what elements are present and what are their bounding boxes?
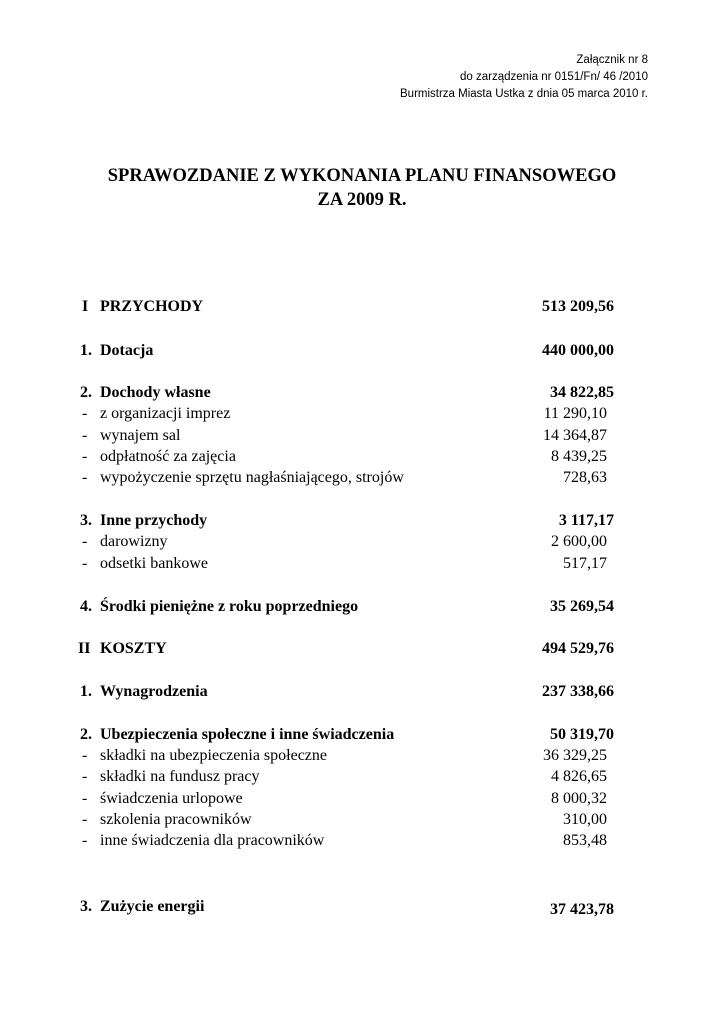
item-subsidy-row [0, 340, 724, 362]
row-label: Środki pieniężne z roku poprzedniego [100, 598, 359, 615]
row-number: II [78, 640, 91, 657]
row-bullet: - [82, 747, 88, 764]
row-amount: 310,00 [563, 811, 607, 828]
item-salaries-row [0, 681, 724, 703]
row-amount: 728,63 [563, 469, 607, 486]
row-label: wynajem sal [100, 427, 181, 444]
subitem-row [0, 553, 724, 575]
item-own-income-row [0, 382, 724, 404]
row-bullet: - [82, 555, 88, 572]
row-number: 2. [80, 384, 92, 401]
row-amount: 513 209,56 [542, 298, 614, 315]
row-bullet: - [82, 832, 88, 849]
row-number: 1. [80, 342, 92, 359]
row-amount: 8 439,25 [551, 448, 607, 465]
row-number: 4. [80, 598, 92, 615]
item-energy-row [0, 896, 724, 918]
row-number: 3. [80, 898, 92, 915]
row-label: Dotacja [100, 342, 154, 359]
row-amount: 853,48 [563, 832, 607, 849]
subitem-row [0, 467, 724, 489]
row-amount: 50 319,70 [550, 726, 614, 743]
row-bullet: - [82, 811, 88, 828]
ordinance-reference: do zarządzenia nr 0151/Fn/ 46 /2010 [460, 71, 648, 83]
title-line-2: ZA 2009 R. [317, 190, 407, 210]
subitem-row [0, 531, 724, 553]
row-label: wypożyczenie sprzętu nagłaśniającego, strojów [100, 469, 404, 486]
row-label: Ubezpieczenia społeczne i inne świadczenia [100, 726, 395, 743]
item-other-income-row [0, 510, 724, 532]
subitem-row [0, 425, 724, 447]
row-bullet: - [82, 469, 88, 486]
attachment-number: Załącznik nr 8 [576, 54, 648, 66]
row-bullet: - [82, 448, 88, 465]
row-label: szkolenia pracowników [100, 811, 252, 828]
row-amount: 35 269,54 [550, 598, 614, 615]
subitem-row [0, 403, 724, 425]
section-revenues-row [0, 296, 724, 318]
row-bullet: - [82, 533, 88, 550]
row-amount: 517,17 [563, 555, 607, 572]
section-costs-row [0, 638, 724, 660]
row-label: odsetki bankowe [100, 555, 208, 572]
row-label: składki na fundusz pracy [100, 768, 260, 785]
title-line-1: SPRAWOZDANIE Z WYKONANIA PLANU FINANSOWEGO [107, 166, 617, 186]
row-amount: 37 423,78 [550, 901, 614, 918]
subitem-row [0, 788, 724, 810]
row-bullet: - [82, 427, 88, 444]
row-label: Zużycie energii [100, 898, 205, 915]
subitem-row [0, 745, 724, 767]
row-label: inne świadczenia dla pracowników [100, 832, 325, 849]
mayor-date-line: Burmistrza Miasta Ustka z dnia 05 marca 2010 r. [400, 88, 648, 100]
row-label: PRZYCHODY [100, 298, 204, 315]
row-amount: 237 338,66 [542, 683, 614, 700]
row-label: odpłatność za zajęcia [100, 448, 236, 465]
row-amount: 2 600,00 [551, 533, 607, 550]
row-bullet: - [82, 768, 88, 785]
row-label: darowizny [100, 533, 168, 550]
row-label: Dochody własne [100, 384, 211, 401]
row-number: 1. [80, 683, 92, 700]
row-amount: 494 529,76 [542, 640, 614, 657]
row-bullet: - [82, 790, 88, 807]
row-number: I [82, 298, 89, 315]
row-amount: 8 000,32 [551, 790, 607, 807]
item-prior-year-funds-row [0, 596, 724, 618]
row-amount: 11 290,10 [543, 405, 607, 422]
row-label: Wynagrodzenia [100, 683, 208, 700]
row-amount: 4 826,65 [551, 768, 607, 785]
row-label: składki na ubezpieczenia społeczne [100, 747, 327, 764]
attachment-note [400, 52, 648, 103]
subitem-row [0, 809, 724, 831]
row-label: świadczenia urlopowe [100, 790, 243, 807]
subitem-row [0, 766, 724, 788]
subitem-row [0, 830, 724, 852]
row-bullet: - [82, 405, 88, 422]
row-label: KOSZTY [100, 640, 167, 657]
row-amount: 3 117,17 [558, 512, 614, 529]
row-label: z organizacji imprez [100, 405, 231, 422]
row-amount: 14 364,87 [543, 427, 607, 444]
row-label: Inne przychody [100, 512, 208, 529]
item-social-insurance-row [0, 724, 724, 746]
subitem-row [0, 446, 724, 468]
row-amount: 440 000,00 [542, 342, 614, 359]
row-number: 3. [80, 512, 92, 529]
row-number: 2. [80, 726, 92, 743]
row-amount: 36 329,25 [543, 747, 607, 764]
row-amount: 34 822,85 [550, 384, 614, 401]
document-title [0, 164, 724, 212]
